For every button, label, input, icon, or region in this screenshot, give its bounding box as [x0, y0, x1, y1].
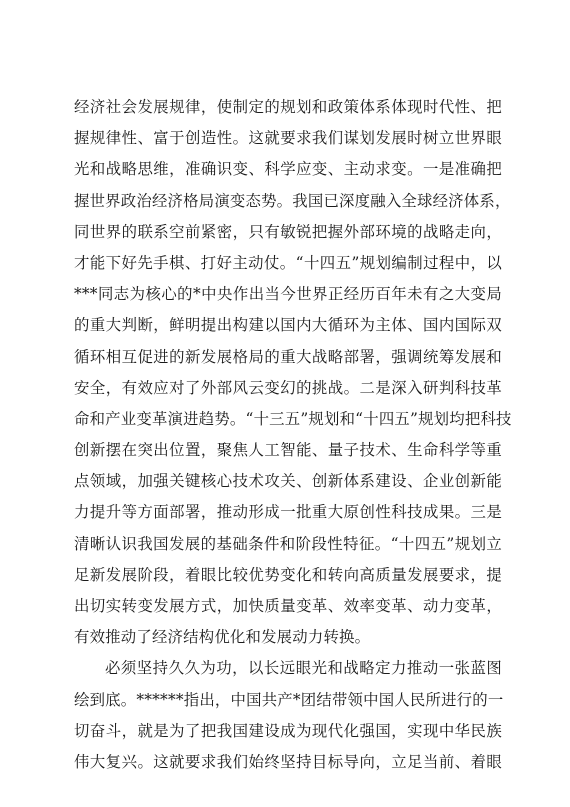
- text-line: 清晰认识我国发展的基础条件和阶段性特征。“十四五”规划立: [74, 534, 502, 553]
- text-line: 循环相互促进的新发展格局的重大战略部署，强调统筹发展和: [74, 347, 502, 366]
- text-line: 足新发展阶段，着眼比较优势变化和转向高质量发展要求，提: [74, 565, 502, 584]
- text-line: 握规律性、富于创造性。这就要求我们谋划发展时树立世界眼: [74, 129, 502, 148]
- paragraph-end-line: 有效推动了经济结构优化和发展动力转换。: [74, 628, 371, 647]
- text-line: 的重大判断，鲜明提出构建以国内大循环为主体、国内国际双: [74, 316, 502, 335]
- text-line: 点领域，加强关键核心技术攻关、创新体系建设、企业创新能: [74, 472, 502, 491]
- text-line: 才能下好先手棋、打好主动仗。“十四五”规划编制过程中，以: [74, 253, 502, 272]
- body-text: [74, 92, 512, 778]
- text-line: 经济社会发展规律，使制定的规划和政策体系体现时代性、把: [74, 98, 502, 116]
- text-line: 创新摆在突出位置，聚焦人工智能、量子技术、生命科学等重: [74, 441, 502, 460]
- text-line: 力提升等方面部署，推动形成一批重大原创性科技成果。三是: [74, 503, 502, 522]
- text-line: 安全，有效应对了外部风云变幻的挑战。二是深入研判科技革: [74, 378, 502, 397]
- text-line: 命和产业变革演进趋势。“十三五”规划和“十四五”规划均把科技: [74, 409, 512, 428]
- text-line: 同世界的联系空前紧密，只有敏锐把握外部环境的战略走向，: [74, 222, 502, 241]
- text-line: 切奋斗，就是为了把我国建设成为现代化强国，实现中华民族: [74, 721, 502, 740]
- text-line: 握世界政治经济格局演变态势。我国已深度融入全球经济体系，: [74, 191, 511, 210]
- text-line: 光和战略思维，准确识变、科学应变、主动求变。一是准确把: [74, 160, 502, 179]
- text-line: ***同志为核心的*中央作出当今世界正经历百年未有之大变局: [74, 285, 502, 304]
- paragraph-start-line: 必须坚持久久为功，以长远眼光和战略定力推动一张蓝图: [105, 659, 502, 678]
- text-line: 出切实转变发展方式，加快质量变革、效率变革、动力变革，: [74, 597, 502, 615]
- text-line: 伟大复兴。这就要求我们始终坚持目标导向，立足当前、着眼: [74, 752, 502, 771]
- text-line: 绘到底。******指出，中国共产*团结带领中国人民所进行的一: [74, 690, 504, 709]
